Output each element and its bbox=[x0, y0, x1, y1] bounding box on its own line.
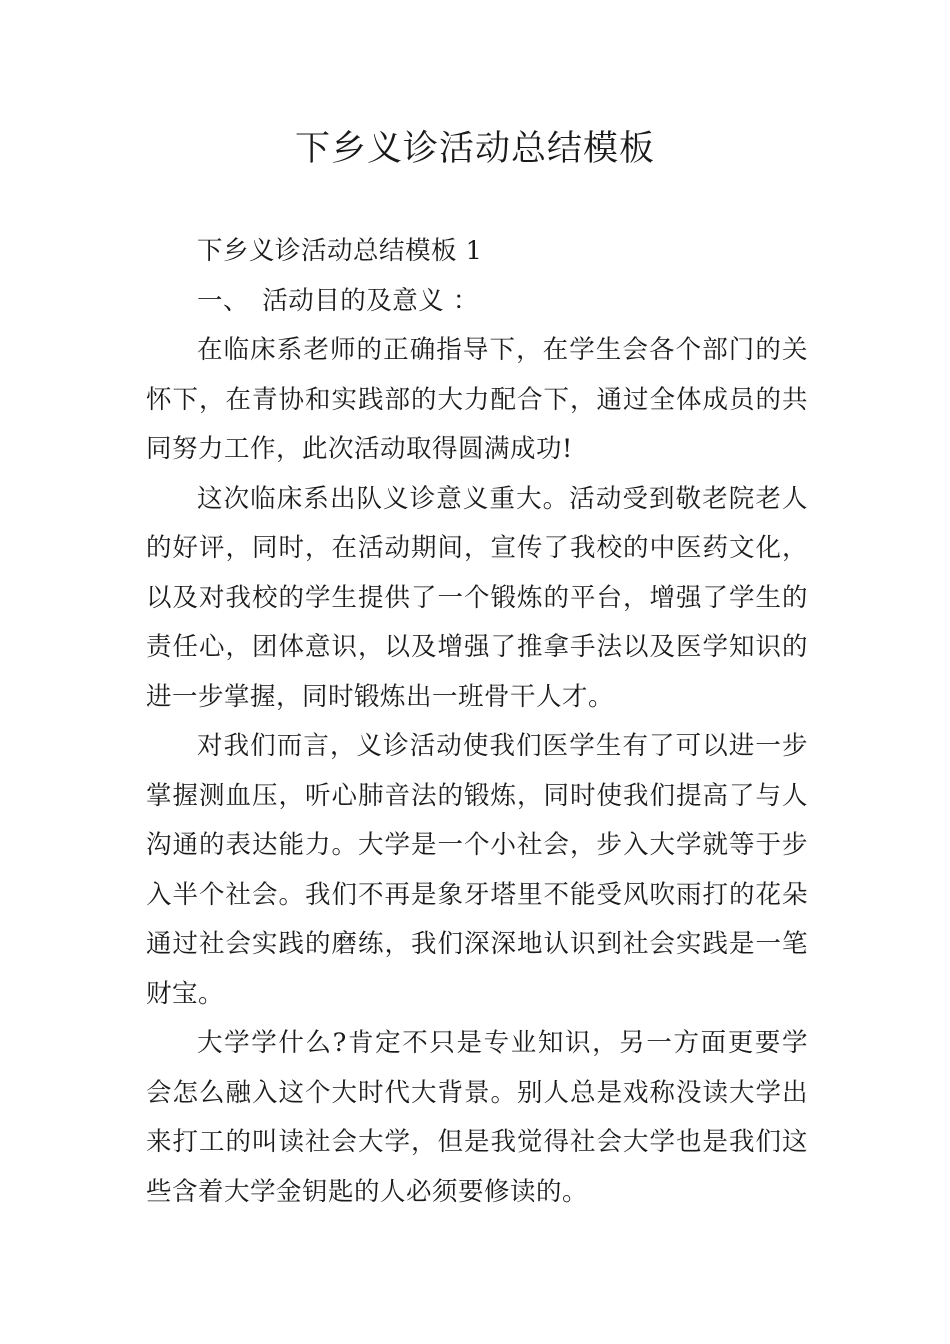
document-title: 下乡义诊活动总结模板 bbox=[294, 129, 655, 169]
paragraph-2: 这次临床系出队义诊意义重大。活动受到敬老院老人的好评，同时，在活动期间，宣传了我校的中医药文化，以及对我校的学生提供了一个锻炼的平台，增强了学生的责任心，团体意识，以及增强了推拿手法以及医学知识的进一步掌握，同时锻炼出一班骨干人才。 bbox=[146, 483, 808, 712]
document-body bbox=[146, 227, 808, 1217]
paragraph-1: 在临床系老师的正确指导下，在学生会各个部门的关怀下，在青协和实践部的大力配合下，通过全体成员的共同努力工作，此次活动取得圆满成功! bbox=[146, 335, 808, 464]
paragraph-4: 大学学什么?肯定不只是专业知识，另一方面更要学会怎么融入这个大时代大背景。别人总是戏称没读大学出来打工的叫读社会大学，但是我觉得社会大学也是我们这些含着大学金钥匙的人必须要修读的。 bbox=[146, 1028, 808, 1207]
section-heading: 一、 活动目的及意义 ： bbox=[197, 285, 479, 316]
document-subtitle: 下乡义诊活动总结模板 1 bbox=[197, 236, 483, 266]
paragraph-3: 对我们而言，义诊活动使我们医学生有了可以进一步掌握测血压，听心肺音法的锻炼，同时使我们提高了与人沟通的表达能力。大学是一个小社会，步入大学就等于步入半个社会。我们不再是象牙塔里不能受风吹雨打的花朵通过社会实践的磨练，我们深深地认识到社会实践是一笔财宝。 bbox=[146, 731, 808, 1009]
